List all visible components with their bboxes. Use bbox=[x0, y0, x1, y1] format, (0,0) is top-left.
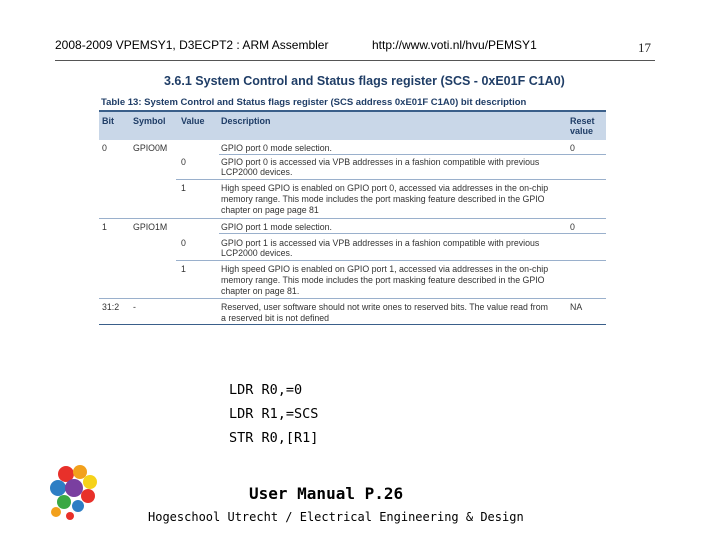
header-url: http://www.voti.nl/hvu/PEMSY1 bbox=[372, 38, 537, 52]
code-line: LDR R1,=SCS bbox=[229, 406, 319, 422]
cell-description: memory range. This mode includes the port masking feature described in the GPIO bbox=[221, 275, 545, 285]
cell-description: chapter on page 81. bbox=[221, 286, 300, 296]
page-number: 17 bbox=[638, 40, 651, 55]
table-header-value: Value bbox=[181, 116, 205, 126]
row-divider bbox=[219, 233, 606, 234]
cell-reset: 0 bbox=[570, 143, 575, 153]
section-title: 3.6.1 System Control and Status flags register (SCS - 0xE01F C1A0) bbox=[164, 74, 565, 88]
cell-bit: 1 bbox=[102, 222, 107, 232]
hogeschool-logo bbox=[44, 460, 108, 524]
code-line: LDR R0,=0 bbox=[229, 382, 303, 398]
cell-description: a reserved bit is not defined bbox=[221, 313, 330, 323]
cell-description: memory range. This mode includes the port masking feature described in the GPIO bbox=[221, 194, 545, 204]
manual-reference: User Manual P.26 bbox=[249, 484, 404, 503]
cell-description: LCP2000 devices. bbox=[221, 167, 293, 177]
code-line: STR R0,[R1] bbox=[229, 430, 319, 446]
cell-description: GPIO port 1 mode selection. bbox=[221, 222, 332, 232]
cell-value: 0 bbox=[181, 157, 186, 167]
row-divider bbox=[99, 218, 606, 219]
table-header-bit: Bit bbox=[102, 116, 114, 126]
table-header-reset: Reset value bbox=[570, 116, 595, 136]
cell-description: High speed GPIO is enabled on GPIO port 1, accessed via addresses in the on-chip bbox=[221, 264, 549, 274]
footer-institution: Hogeschool Utrecht / Electrical Engineering & Design bbox=[148, 510, 524, 524]
cell-value: 0 bbox=[181, 238, 186, 248]
table-header-description: Description bbox=[221, 116, 271, 126]
table-bottom-rule bbox=[99, 324, 606, 325]
row-divider bbox=[219, 154, 606, 155]
cell-description: chapter on page page 81 bbox=[221, 205, 319, 215]
row-divider bbox=[176, 260, 606, 261]
cell-description: High speed GPIO is enabled on GPIO port 0, accessed via addresses in the on-chip bbox=[221, 183, 549, 193]
cell-description: LCP2000 devices. bbox=[221, 248, 293, 258]
table-header-symbol: Symbol bbox=[133, 116, 166, 126]
table-caption: Table 13: System Control and Status flags register (SCS address 0xE01F C1A0) bit description bbox=[101, 97, 527, 108]
header-divider bbox=[55, 60, 655, 61]
table-header-row bbox=[99, 112, 606, 140]
header-course-title: 2008-2009 VPEMSY1, D3ECPT2 : ARM Assembler bbox=[55, 38, 329, 52]
cell-bit: 0 bbox=[102, 143, 107, 153]
cell-reset: 0 bbox=[570, 222, 575, 232]
cell-description: Reserved, user software should not write ones to reserved bits. The value read from bbox=[221, 302, 548, 312]
row-divider bbox=[176, 179, 606, 180]
cell-value: 1 bbox=[181, 264, 186, 274]
row-divider bbox=[99, 298, 606, 299]
cell-bit: 31:2 bbox=[102, 302, 120, 312]
cell-symbol: GPIO1M bbox=[133, 222, 168, 232]
cell-value: 1 bbox=[181, 183, 186, 193]
cell-description: GPIO port 1 is accessed via VPB addresses in a fashion compatible with previous bbox=[221, 238, 540, 248]
cell-description: GPIO port 0 mode selection. bbox=[221, 143, 332, 153]
cell-symbol: GPIO0M bbox=[133, 143, 168, 153]
cell-description: GPIO port 0 is accessed via VPB addresses in a fashion compatible with previous bbox=[221, 157, 540, 167]
cell-reset: NA bbox=[570, 302, 583, 312]
cell-symbol: - bbox=[133, 302, 136, 312]
